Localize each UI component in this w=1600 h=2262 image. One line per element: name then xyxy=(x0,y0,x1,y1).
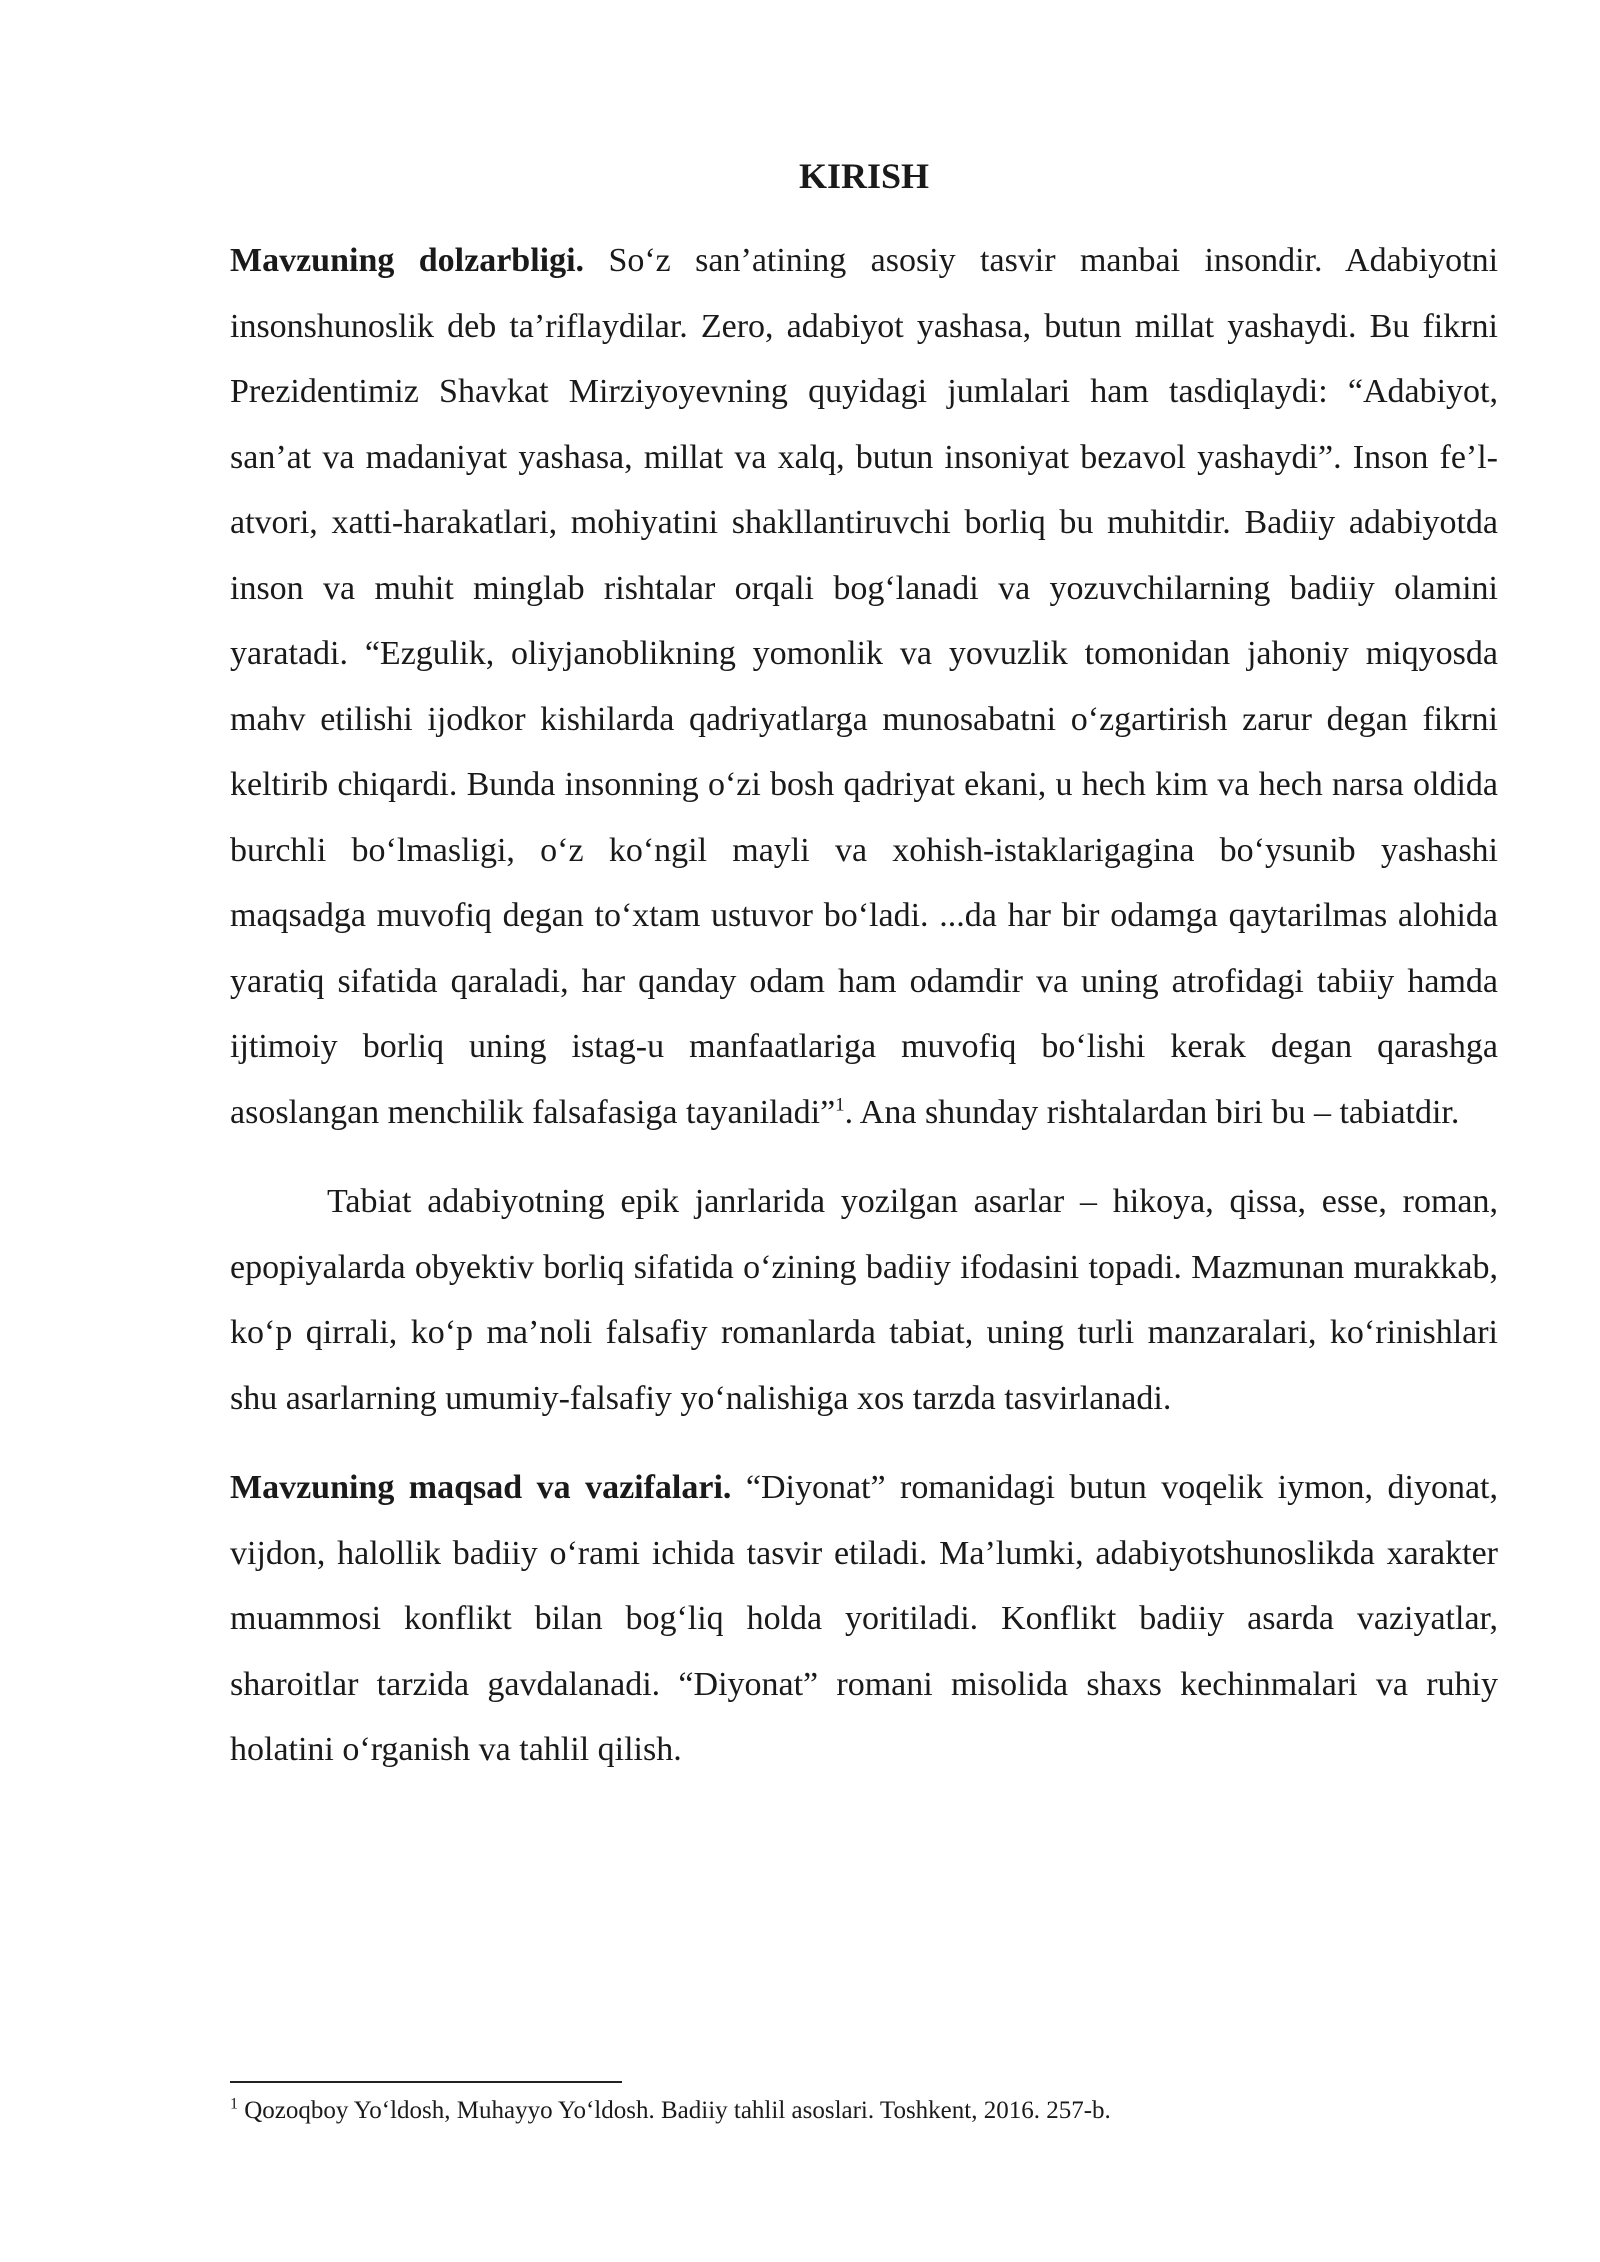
paragraph-nature: Tabiat adabiyotning epik janrlarida yozilgan asarlar – hikoya, qissa, esse, roman, epopiyalarda obyektiv borliq sifatida o‘zining badiiy ifodasini topadi. Mazmunan murakkab, ko‘p qirrali, ko‘p ma’noli falsafiy romanlarda tabiat, uning turli manzaralari, ko‘rinishlari shu asarlarning umumiy-falsafiy yo‘nalishiga xos tarzda tasvirlanadi. xyxy=(230,1183,1498,1417)
section-heading-goals: Mavzuning maqsad va vazifalari. xyxy=(230,1469,732,1506)
document-page xyxy=(230,140,1498,1807)
footnote xyxy=(230,2094,1498,2128)
section-heading-relevance: Mavzuning dolzarbligi. xyxy=(230,242,585,279)
footnote-separator xyxy=(230,2081,622,2083)
paragraph-relevance-tail: . Ana shunday rishtalardan biri bu – tabiatdir. xyxy=(844,1093,1460,1131)
footnote-reference[interactable]: 1 xyxy=(835,1094,845,1116)
paragraph-relevance-text: So‘z san’atining asosiy tasvir manbai insondir. Adabiyotni insonshunoslik deb ta’riflaydilar. Zero, adabiyot yashasa, butun millat yashaydi. Bu fikrni Prezidentimiz Shavkat Mirziyoyevning quyidagi jumlalari ham tasdiqlaydi: “Adabiyot, san’at va madaniyat yashasa, millat va xalq, butun insoniyat bezavol yashaydi”. Inson fe’l-atvori, xatti-harakatlari, mohiyatini shakllantiruvchi borliq bu muhitdir. Badiiy adabiyotda inson va muhit minglab rishtalar orqali bog‘lanadi va yozuvchilarning badiiy olamini yaratadi. “Ezgulik, oliyjanoblikning yomonlik va yovuzlik tomonidan jahoniy miqyosda mahv etilishi ijodkor kishilarda qadriyatlarga munosabatni o‘zgartirish zarur degan fikrni keltirib chiqardi. Bunda insonning o‘zi bosh qadriyat ekani, u hech kim va hech narsa oldida burchli bo‘lmasligi, o‘z ko‘ngil mayli va xohish-istaklarigagina bo‘ysunib yashashi maqsadga muvofiq degan to‘xtam ustuvor bo‘ladi. ...da har bir odamga qaytarilmas alohida yaratiq sifatida qaraladi, har qanday odam ham odamdir va uning atrofidagi tabiiy hamda ijtimoiy borliq uning istag-u manfaatlariga muvofiq bo‘lishi kerak degan qarashga asoslangan menchilik falsafasiga tayaniladi” xyxy=(230,242,1499,1131)
page-title: KIRISH xyxy=(798,156,930,196)
footnote-number: 1 xyxy=(230,2095,238,2113)
paragraph-goals xyxy=(230,1455,1498,1783)
footnote-text: Qozoqboy Yo‘ldosh, Muhayyo Yo‘ldosh. Badiiy tahlil asoslari. Toshkent, 2016. 257-b. xyxy=(244,2097,1111,2124)
paragraph-goals-text: “Diyonat” romanidagi butun voqelik iymon, diyonat, vijdon, halollik badiiy o‘rami ichida tasvir etiladi. Ma’lumki, adabiyotshunoslikda xarakter muammosi konflikt bilan bog‘liq holda yoritiladi. Konflikt badiiy asarda vaziyatlar, sharoitlar tarzida gavdalanadi. “Diyonat” romani misolida shaxs kechinmalari va ruhiy holatini o‘rganish va tahlil qilish. xyxy=(230,1469,1498,1768)
paragraph-relevance xyxy=(230,228,1498,1145)
